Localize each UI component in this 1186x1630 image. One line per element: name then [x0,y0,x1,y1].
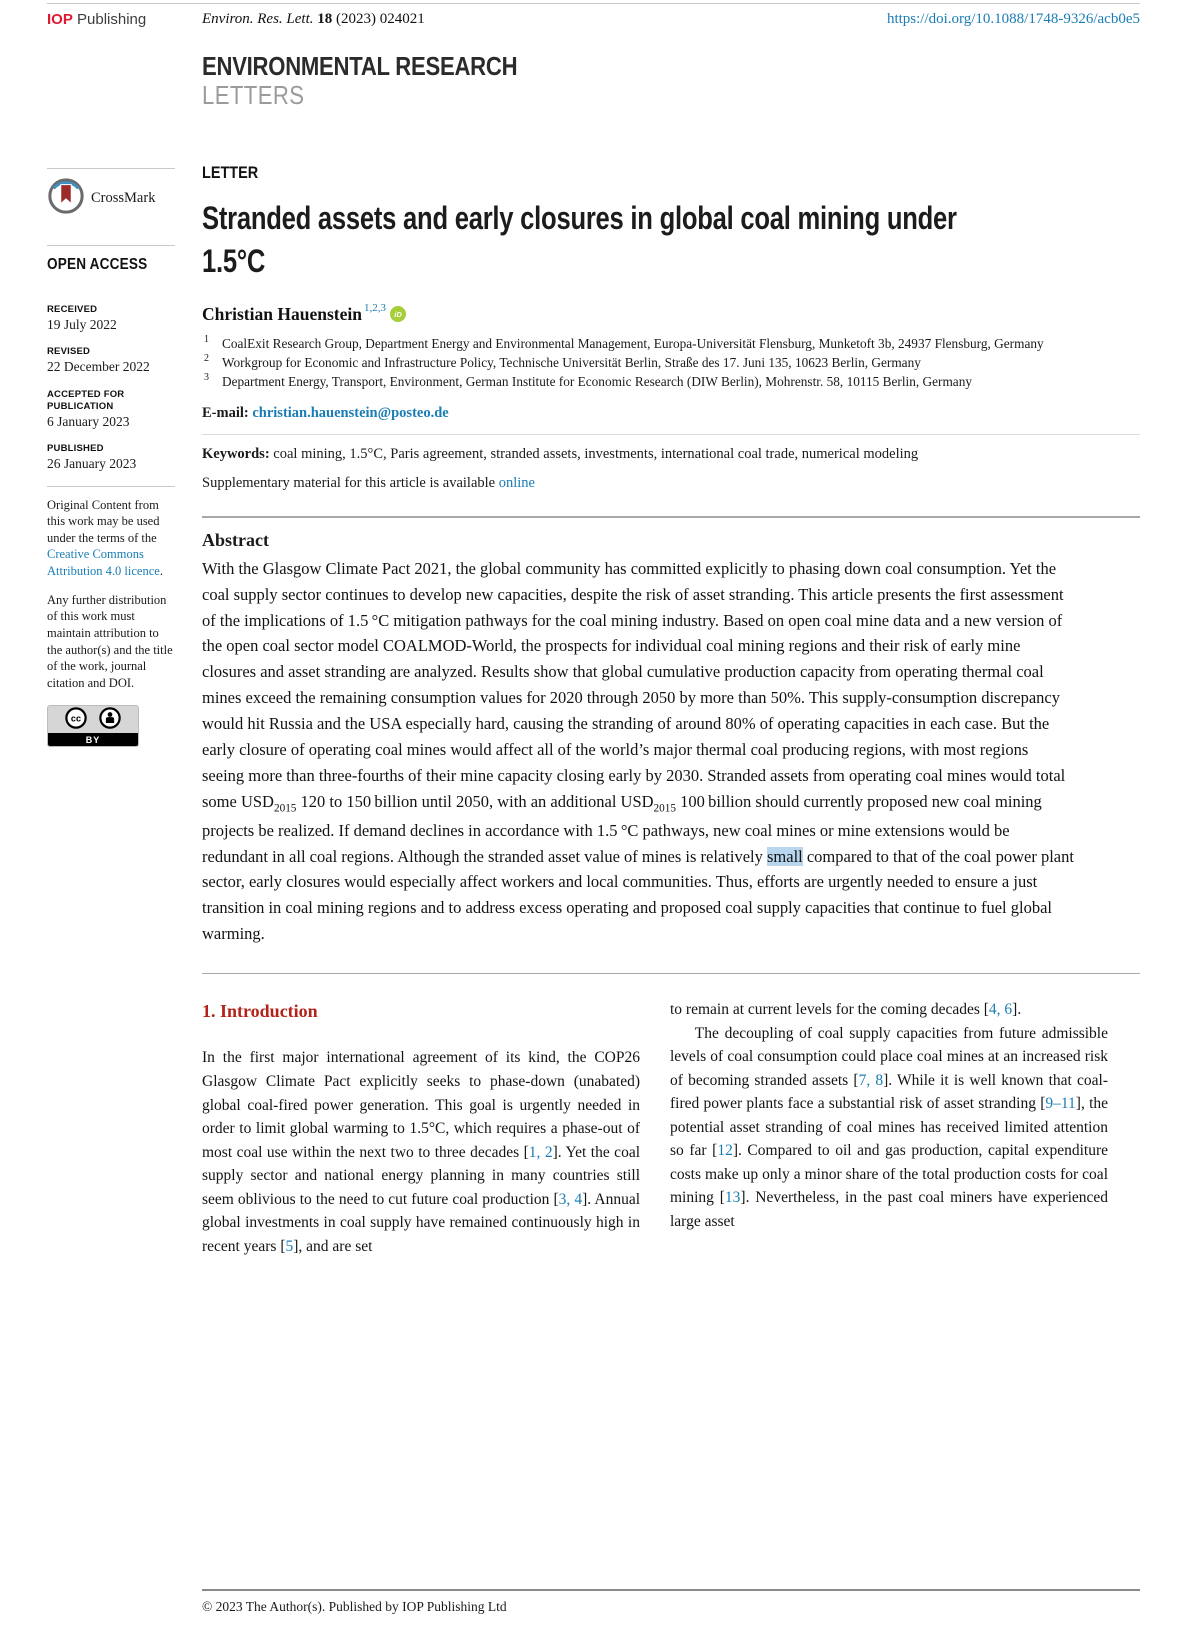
body-top-divider [202,973,1140,974]
citation-ref[interactable]: [12] [712,1142,738,1160]
section-heading-introduction: 1. Introduction [202,1001,318,1022]
date-revised [47,346,175,375]
date-accepted [47,389,175,430]
journal-citation: Environ. Res. Lett. 18 (2023) 024021 [202,11,425,27]
citation-ref[interactable]: [3, 4] [553,1190,588,1208]
iop-logo-text: IOP [47,11,73,28]
article-title-line1: Stranded assets and early closures in global coal mining under [202,200,957,236]
affiliation-text: Workgroup for Economic and Infrastructure Policy, Technische Universität Berlin, Straße des 17. Juni 135, 10623 Berlin, Germany [222,354,921,370]
abstract-top-divider [202,516,1140,518]
keywords-row [202,446,1140,463]
citation-ref-number[interactable]: 4, 6 [988,1001,1013,1019]
sidebar-divider [47,245,175,246]
author-name: Christian Hauenstein [202,304,362,325]
journal-masthead [202,52,573,109]
journal-name-line2: LETTERS [202,79,305,110]
sidebar-divider [47,168,175,169]
bold-text: 18 [317,11,333,27]
email-row [202,405,1140,422]
publisher-name: Publishing [72,11,147,28]
footer-divider [202,1589,1140,1591]
affiliation-number: 3 [204,371,209,383]
license-statement: Original Content from this work may be used under the terms of the Creative Commons Attribution 4.0 licence. [47,497,163,579]
italic-text: Environ. Res. Lett. [202,11,318,27]
email-label: E-mail: [202,404,253,421]
orcid-icon[interactable] [390,306,406,327]
affiliation [202,354,1140,373]
person-icon [99,707,121,733]
citation-ref[interactable]: [13] [719,1189,746,1207]
doi-link[interactable]: https://doi.org/10.1088/1748-9326/acb0e5 [886,11,1140,27]
sidebar [47,168,175,747]
affiliation-text: CoalExit Research Group, Department Energy and Environmental Management, Europa-Universität Flensburg, Munketoft 3b, 24937 Flensburg, Germany [222,336,1044,352]
intro-paragraph-continued: to remain at current levels for the coming decades [4, 6]. [670,1001,1022,1019]
svg-text:cc: cc [70,713,82,724]
supplementary-link[interactable]: online [498,474,535,491]
article-type-label: LETTER [202,163,259,182]
two-column-body [202,998,1140,1258]
date-value: 22 December 2022 [47,359,150,375]
article-title [202,197,1140,282]
citation-ref-number[interactable]: 1, 2 [528,1143,553,1161]
svg-text:iD: iD [394,310,402,320]
citation-ref-number[interactable]: 7, 8 [858,1071,884,1089]
keywords-label: Keywords: [202,445,274,462]
inline-link[interactable]: Creative Commons Attribution 4.0 licence [47,547,160,579]
sidebar-divider [47,486,175,487]
date-label: REVISED [47,346,91,358]
affiliation [202,335,1140,354]
supplementary-row [202,475,1140,492]
citation-ref-number[interactable]: 12 [717,1142,733,1160]
abstract-heading: Abstract [202,529,269,550]
author-affiliation-sup: 1,2,3 [363,302,386,315]
date-label: PUBLISHED [47,443,104,455]
citation-ref[interactable]: [9–11] [1040,1095,1081,1113]
crossmark-icon [47,177,85,219]
date-label: RECEIVED [47,304,98,315]
affiliation-number: 1 [204,334,209,346]
citation-ref-number[interactable]: 3, 4 [558,1190,583,1208]
citation-ref[interactable]: [4, 6] [983,1001,1018,1019]
article-main [202,158,1140,1258]
open-access-label: OPEN ACCESS [47,256,148,273]
citation-ref-number[interactable]: 5 [285,1237,294,1255]
right-column [670,998,1108,1258]
abstract-text: With the Glasgow Climate Pact 2021, the global community has committed explicitly to phasing down coal consumption. Yet the coal supply sector continues to develop new capacities, despite the risk of asset stranding. This article presents the first assessment of the implications of 1.5 °C mitigation pathways for the coal mining industry. Based on open coal mine data and a new version of the open coal sector model COALMOD-World, the prospects for individual coal mining regions and their risk of early mine closures and asset stranding are analyzed. Results show that global cumulative production capacity from operating thermal coal mines exceed the remaining consumption values for 2020 through 2050 by more than 50%. This supply-consumption discrepancy would hit Russia and the USA especially hard, causing the stranding of around 80% of operating capacities in each case. But the early closure of operating coal mines would affect all of the world’s major thermal coal producing regions, with most regions seeing more than three-fourths of their mine capacity closing early by 2030. Stranded assets from operating coal mines would total some $USD_{2015}$ 120 to 150 billion until 2050, with an additional $USD_{2015}$ 100 billion should currently proposed new coal mining projects be realized. If demand declines in accordance with 1.5 °C pathways, new coal mines or mine extensions would be redundant in all coal regions. Although the stranded asset value of mines is relatively small compared to that of the coal power plant sector, early closures would especially affect workers and local communities. Thus, efforts are urgently needed to ensure a just transition in coal mining regions and to address excess operating and proposed coal supply capacities that continue to fuel global warming. [202,558,1074,944]
keywords-text: coal mining, 1.5°C, Paris agreement, stranded assets, investments, international coal trade, numerical modeling [273,445,919,462]
affiliation-number: 2 [204,352,209,364]
affiliation-text: Department Energy, Transport, Environment, German Institute for Economic Research (DIW Berlin), Mohrenstr. 58, 10115 Berlin, Germany [222,373,972,389]
crossmark-badge[interactable] [47,177,175,219]
journal-name-line1: ENVIRONMENTAL RESEARCH [202,51,518,81]
date-value: 6 January 2023 [47,413,130,429]
affiliations [202,335,1140,392]
subscript-text: 2015 [273,802,297,815]
date-value: 26 January 2023 [47,456,137,472]
copyright-text: © 2023 The Author(s). Published by IOP Publishing Ltd [202,1599,507,1614]
article-dates [47,304,175,473]
highlighted-text: small [766,846,803,866]
cc-icon [65,707,87,733]
citation-ref[interactable]: [7, 8] [853,1071,889,1089]
citation-ref-number[interactable]: 9–11 [1045,1095,1076,1113]
affiliation [202,373,1140,392]
supplementary-text: Supplementary material for this article is available [202,474,499,491]
citation-ref[interactable]: [1, 2] [523,1143,558,1161]
top-divider [47,3,1140,4]
left-column [202,998,640,1258]
subscript-text: 2015 [653,802,676,815]
date-value: 19 July 2022 [47,316,117,332]
page-footer [202,1589,1140,1615]
date-received [47,304,175,333]
keywords-divider [202,434,1140,435]
citation-ref[interactable]: [5] [280,1237,299,1255]
article-title-line2: 1.5°C [202,242,266,279]
intro-paragraph: The decoupling of coal supply capacities from future admissible levels of coal consumption could place coal mines at an increased risk of becoming stranded assets [7, 8]. While it is well known that coal-fired power plants face a substantial risk of asset stranding [9–11], the potential asset stranding of coal mines has received limited attention so far [12]. Compared to oil and gas production, capital expenditure costs make up only a minor share of the total production costs for coal mining [13]. Nevertheless, in the past coal miners have experienced large asset [670,1024,1109,1231]
publisher-logo [47,11,146,28]
license-note: Any further distribution of this work must maintain attribution to the author(s) and the title of the work, journal citation and DOI. [47,592,173,690]
crossmark-label: CrossMark [91,189,156,206]
cc-by-label: BY [48,733,138,746]
date-published [47,443,175,472]
cc-by-badge[interactable] [47,705,139,747]
email-link[interactable]: christian.hauenstein@posteo.de [252,404,449,421]
author-row [202,304,1140,325]
cc-by-icons [48,706,138,733]
citation-ref-number[interactable]: 13 [724,1189,741,1207]
intro-paragraph: In the first major international agreement of its kind, the COP26 Glasgow Climate Pact explicitly seeks to phase-down (unabated) global coal-fired power generation. This goal is urgently needed in order to limit global warming to 1.5°C, which requires a phase-out of most coal use within the next two to three decades [1, 2]. Yet the coal supply sector and national energy planning in many countries still seem oblivious to the need to cut future coal production [3, 4]. Annual global investments in coal supply have remained continuously high in recent years [5], and are set [202,1049,641,1255]
date-label: ACCEPTED FOR PUBLICATION [47,388,125,412]
